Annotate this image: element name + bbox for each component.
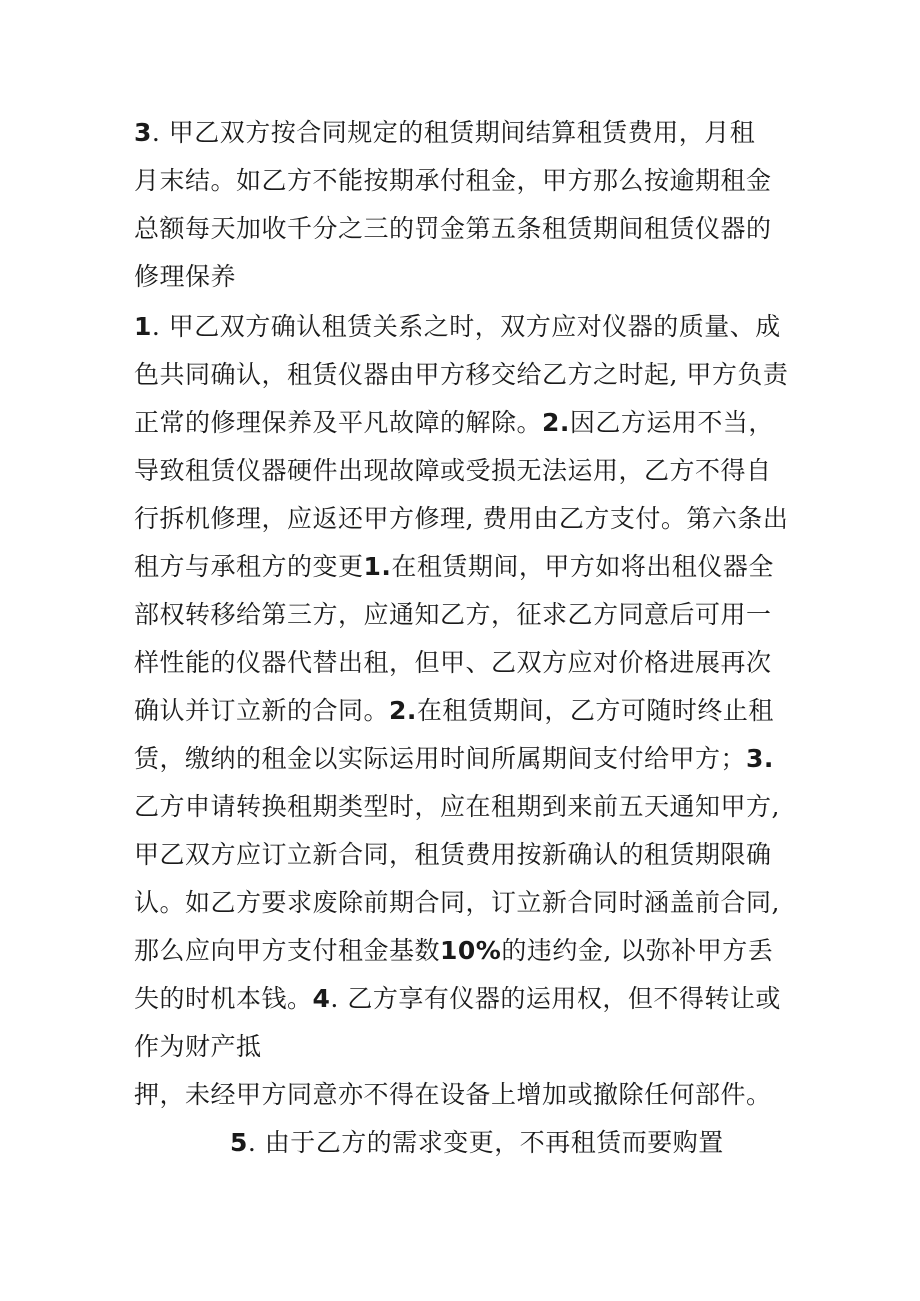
- line-text: . 由于乙方的需求变更，不再租赁而要购置: [247, 1128, 724, 1157]
- line-text: 认。如乙方要求废除前期合同，订立新合同时涵盖前合同,: [134, 888, 780, 917]
- line-text: 部权转移给第三方，应通知乙方，征求乙方同意后可用一: [134, 600, 772, 629]
- clause-number: 1: [134, 312, 152, 341]
- line-text: 确认并订立新的合同。: [134, 696, 390, 725]
- line-text: 在租赁期间，乙方可随时终止租: [416, 696, 774, 725]
- line-text: 租方与承租方的变更: [134, 552, 364, 581]
- text-line: [134, 262, 236, 292]
- line-text: 那么应向甲方支付租金基数: [134, 936, 441, 965]
- line-text: . 甲乙双方确认租赁关系之时，双方应对仪器的质量、成: [151, 312, 781, 341]
- line-text: . 甲乙双方按合同规定的租赁期间结算租赁费用，月租: [151, 118, 756, 147]
- text-line: [134, 552, 774, 582]
- line-text: 的违约金, 以弥补甲方丢: [501, 936, 774, 965]
- line-text: 月末结。如乙方不能按期承付租金，甲方那么按逾期租金: [134, 166, 772, 195]
- text-line: [134, 166, 772, 196]
- clause-number: 10%: [440, 936, 502, 965]
- line-text: 行拆机修理，应返还甲方修理, 费用由乙方支付。第六条出: [134, 504, 789, 533]
- line-text: 甲乙双方应订立新合同，租赁费用按新确认的租赁期限确: [134, 840, 772, 869]
- line-text: 押，未经甲方同意亦不得在设备上增加或撤除任何部件。: [134, 1080, 772, 1109]
- text-line: [134, 888, 780, 918]
- line-text: . 乙方享有仪器的运用权，但不得转让或: [330, 984, 781, 1013]
- clause-number: 5: [230, 1128, 248, 1157]
- line-text: 乙方申请转换租期类型时，应在租期到来前五天通知甲方,: [134, 792, 780, 821]
- clause-number: 1.: [363, 552, 392, 581]
- text-line: [134, 840, 772, 870]
- line-text: 修理保养: [134, 262, 237, 291]
- text-line: [134, 984, 781, 1014]
- clause-number: 4: [312, 984, 331, 1013]
- clause-number: 2.: [542, 408, 570, 437]
- text-line: [134, 504, 788, 534]
- text-line: [134, 696, 774, 726]
- line-text: 样性能的仪器代替出租，但甲、乙双方应对价格进展再次: [134, 648, 772, 677]
- line-text: 失的时机本钱。: [134, 984, 313, 1013]
- text-line: [134, 648, 772, 678]
- line-text: 导致租赁仪器硬件出现故障或受损无法运用，乙方不得自: [134, 456, 772, 485]
- text-line: [134, 744, 774, 774]
- line-text: 作为财产抵: [134, 1032, 262, 1061]
- text-line: [134, 312, 781, 342]
- clause-number: 3.: [746, 744, 774, 773]
- text-line: [134, 360, 788, 390]
- line-text: 赁，缴纳的租金以实际运用时间所属期间支付给甲方；: [134, 744, 747, 773]
- clause-number: 3: [134, 118, 152, 147]
- text-line: [134, 408, 774, 438]
- text-line: [134, 1080, 772, 1110]
- line-text: 正常的修理保养及平凡故障的解除。: [134, 408, 543, 437]
- line-text: 色共同确认，租赁仪器由甲方移交给乙方之时起, 甲方负责: [134, 360, 789, 389]
- text-line: [134, 792, 780, 822]
- clause-number: 2.: [389, 696, 417, 725]
- text-line: [134, 456, 772, 486]
- text-line: [134, 936, 773, 966]
- line-text: 在租赁期间，甲方如将出租仪器全: [391, 552, 774, 581]
- line-text: 总额每天加收千分之三的罚金第五条租赁期间租赁仪器的: [134, 214, 772, 243]
- text-line: [134, 1032, 262, 1062]
- line-text: 因乙方运用不当，: [569, 408, 774, 437]
- text-line: [134, 600, 772, 630]
- text-line: [134, 118, 755, 148]
- text-line: [134, 214, 772, 244]
- text-line: [230, 1128, 724, 1158]
